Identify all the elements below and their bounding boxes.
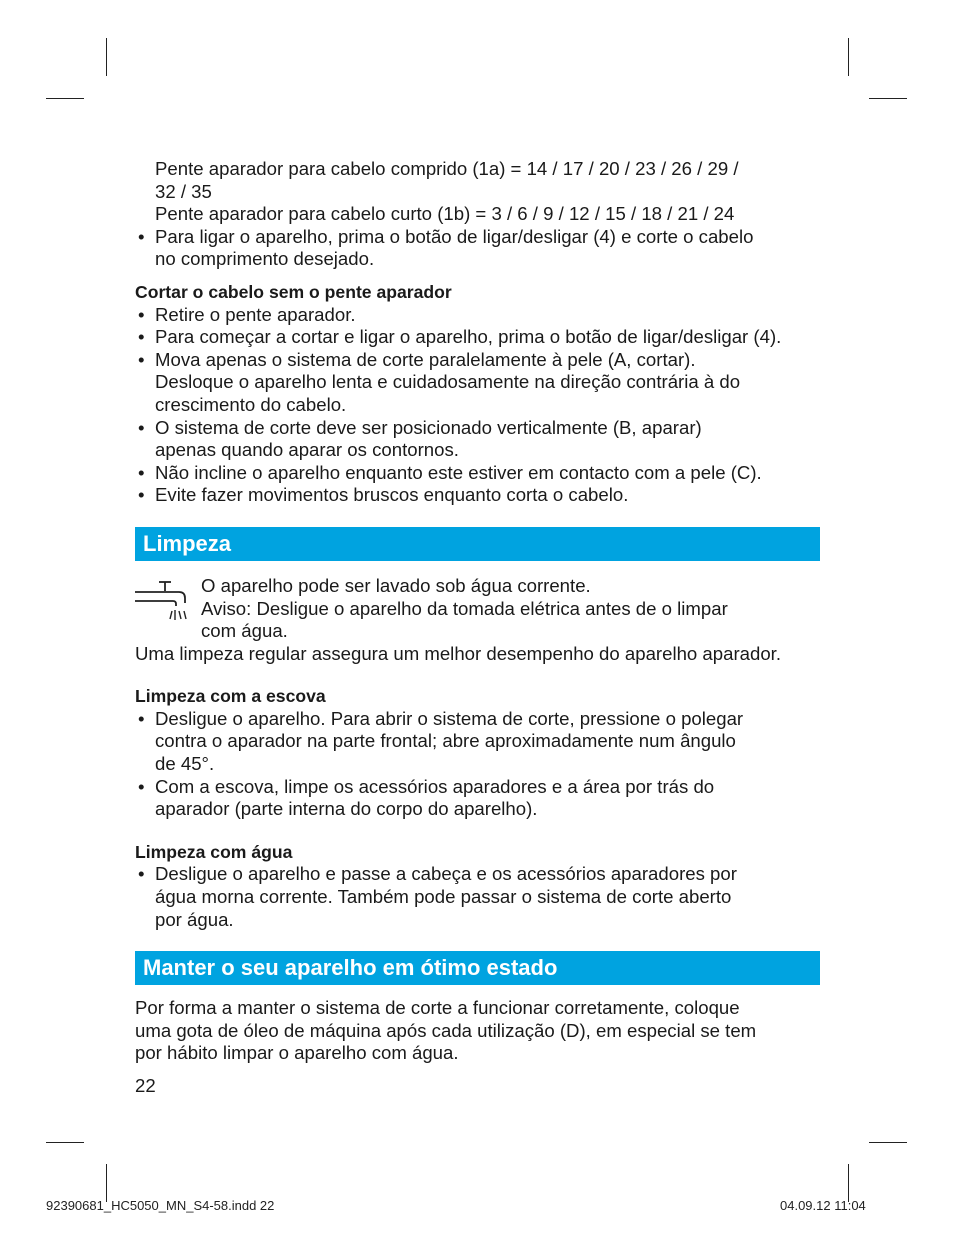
list-item: • Desligue o aparelho. Para abrir o sistema de corte, pressione o polegar contra o aparador na parte frontal; abre aproximadamente num ângulo de 45°. [135,708,825,776]
paragraph: Uma limpeza regular assegura um melhor desempenho do aparelho aparador. [135,642,781,664]
list-item: • Não incline o aparelho enquanto este estiver em contacto com a pele (C). [135,462,825,485]
crop-mark [46,98,84,99]
intro-line: Pente aparador para cabelo comprido (1a) = 14 / 17 / 20 / 23 / 26 / 29 / [155,158,739,179]
notice-line: com água. [201,620,288,642]
list-item: • O sistema de corte deve ser posicionado verticalmente (B, aparar) apenas quando aparar os contornos. [135,417,825,462]
crop-mark [106,38,107,76]
faucet-icon [135,579,189,631]
list-item: • Para ligar o aparelho, prima o botão de ligar/desligar (4) e corte o cabelo no comprimento desejado. [135,226,825,271]
crop-mark [106,1164,107,1202]
crop-mark [848,1164,849,1202]
page-content [135,158,825,1098]
intro-line: 32 / 35 [155,180,212,202]
section-subheading: Limpeza com a escova [135,686,326,707]
list-item: • Retire o pente aparador. [135,304,825,327]
footer-date: 04.09.12 11:04 [780,1198,866,1213]
page-number: 22 [135,1075,156,1096]
section-heading-limpeza: Limpeza [135,527,820,561]
notice-line: Aviso: Desligue o aparelho da tomada elétrica antes de o limpar [201,597,728,619]
section-subheading: Limpeza com água [135,841,293,862]
crop-mark [869,98,907,99]
list-item: • Desligue o aparelho e passe a cabeça e os acessórios aparadores por água morna corrente. Também pode passar o sistema de corte aberto por água. [135,863,825,931]
intro-line: Pente aparador para cabelo curto (1b) = 3 / 6 / 9 / 12 / 15 / 18 / 21 / 24 [155,203,735,225]
crop-mark [46,1142,84,1143]
section-heading-maintenance: Manter o seu aparelho em ótimo estado [135,951,820,985]
section-subheading: Cortar o cabelo sem o pente aparador [135,281,452,302]
list-item: • Com a escova, limpe os acessórios aparadores e a área por trás do aparador (parte interna do corpo do aparelho). [135,776,825,821]
paragraph: Por forma a manter o sistema de corte a funcionar corretamente, coloque uma gota de óleo de máquina após cada utilização (D), em especial se tem por hábito limpar o aparelho com água. [135,997,757,1064]
list-item: • Evite fazer movimentos bruscos enquanto corta o cabelo. [135,484,825,507]
notice-line: O aparelho pode ser lavado sob água corrente. [201,574,591,596]
footer-file: 92390681_HC5050_MN_S4-58.indd 22 [46,1198,275,1213]
crop-mark [869,1142,907,1143]
list-item: • Mova apenas o sistema de corte paralelamente à pele (A, cortar). Desloque o aparelho lenta e cuidadosamente na direção contrária à do crescimento do cabelo. [135,349,825,417]
crop-mark [848,38,849,76]
list-item: • Para começar a cortar e ligar o aparelho, prima o botão de ligar/desligar (4). [135,326,825,349]
water-notice [135,575,825,643]
